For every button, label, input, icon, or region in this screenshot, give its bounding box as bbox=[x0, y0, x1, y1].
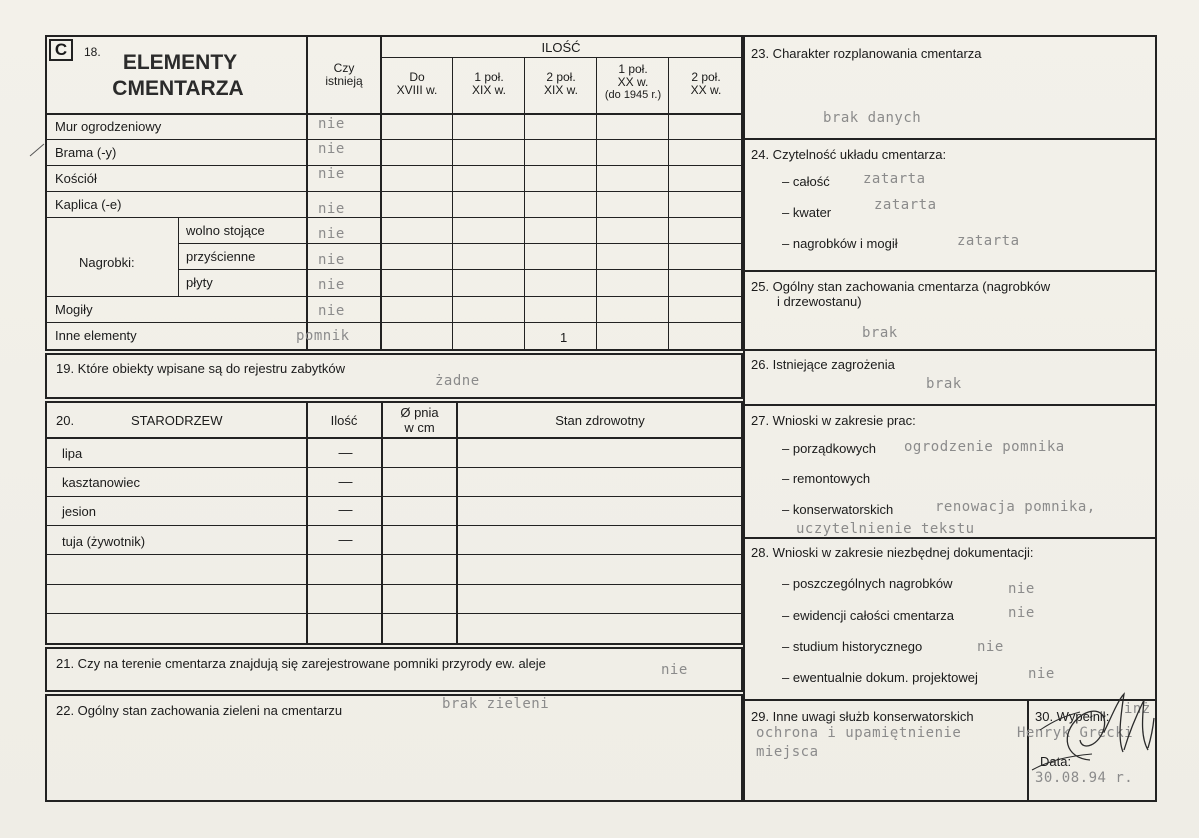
section-28-item-nagrobkow: – poszczególnych nagrobków bbox=[782, 576, 953, 591]
section-28-answer-nagrobkow: nie bbox=[1008, 581, 1035, 597]
section-30-title: inż bbox=[1124, 701, 1151, 717]
section-27-item-remontowych: – remontowych bbox=[782, 471, 871, 486]
section-28-item-projektowej: – ewentualnie dokum. projektowej bbox=[782, 670, 978, 685]
col-exists-header bbox=[308, 62, 380, 88]
section-18-title-line1: ELEMENTY bbox=[122, 51, 238, 74]
section-26-answer: brak bbox=[926, 376, 962, 392]
row-label-kaplica: Kaplica (-e) bbox=[55, 197, 122, 212]
col-exists-label: Czy istnieją bbox=[325, 61, 363, 88]
pencil-mark bbox=[28, 140, 48, 160]
row-label-mogily: Mogiły bbox=[55, 302, 93, 317]
answer-kaplica: nie bbox=[318, 201, 345, 217]
section-28-answer-ewidencji: nie bbox=[1008, 605, 1035, 621]
row-label-mur: Mur ogrodzeniowy bbox=[55, 119, 162, 134]
section-21-label: 21. Czy na terenie cmentarza znajdują się zarejestrowane pomniki przyrody ew. aleje bbox=[56, 656, 546, 671]
row-label-brama: Brama (-y) bbox=[55, 145, 117, 160]
section-28-answer-studium: nie bbox=[977, 639, 1004, 655]
section-27-answer-konserwatorskich: renowacja pomnika, bbox=[935, 499, 1096, 515]
row-label-nagrobki: Nagrobki: bbox=[79, 255, 135, 270]
section-25-label-l1: 25. Ogólny stan zachowania cmentarza (nagrobków bbox=[751, 279, 1051, 294]
handwritten-signature bbox=[1020, 690, 1155, 790]
section-30-date-label: Data: bbox=[1040, 754, 1072, 769]
col-diam-header: Ø pnia w cm bbox=[400, 405, 439, 435]
tree-kasztanowiec-ilosc: — bbox=[338, 473, 353, 489]
answer-inne: pomnik bbox=[296, 328, 350, 344]
col-header-1-xx: 1 poł. XX w. (do 1945 r.) bbox=[604, 62, 662, 101]
section-24-answer-calosc: zatarta bbox=[863, 171, 926, 187]
section-18-number: 18. bbox=[84, 45, 101, 59]
section-28-item-ewidencji: – ewidencji całości cmentarza bbox=[782, 608, 954, 623]
section-27-label: 27. Wnioski w zakresie prac: bbox=[751, 413, 916, 428]
answer-inne-count: 1 bbox=[560, 330, 568, 345]
answer-brama: nie bbox=[318, 141, 345, 157]
section-25-label-l2: i drzewostanu) bbox=[777, 294, 862, 309]
section-22-label: 22. Ogólny stan zachowania zieleni na cmentarzu bbox=[56, 703, 343, 718]
col-header-2-xix: 2 poł. XIX w. bbox=[543, 70, 578, 97]
row-label-wolno-stojace: wolno stojące bbox=[186, 223, 265, 238]
section-29-answer-l1: ochrona i upamiętnienie bbox=[756, 725, 962, 741]
answer-kosciol: nie bbox=[318, 166, 345, 182]
tree-lipa: lipa bbox=[62, 446, 83, 461]
section-27-item-konserwatorskich: – konserwatorskich bbox=[782, 502, 894, 517]
section-24-item-calosc: – całość bbox=[782, 174, 830, 189]
section-29-answer-l2: miejsca bbox=[756, 744, 819, 760]
section-24-item-kwater: – kwater bbox=[782, 205, 832, 220]
section-27-item-porzadkowych: – porządkowych bbox=[782, 441, 876, 456]
section-27-answer-cont: uczytelnienie tekstu bbox=[796, 521, 975, 537]
row-label-przyscienne: przyścienne bbox=[186, 249, 256, 264]
section-23-label: 23. Charakter rozplanowania cmentarza bbox=[751, 46, 982, 61]
tree-jesion-ilosc: — bbox=[338, 501, 353, 517]
section-24-answer-kwater: zatarta bbox=[874, 197, 937, 213]
col-header-xviii: Do XVIII w. bbox=[396, 70, 438, 97]
col-header-1-xix: 1 poł. XIX w. bbox=[471, 70, 506, 97]
section-30-date: 30.08.94 r. bbox=[1035, 770, 1134, 786]
section-28-label: 28. Wnioski w zakresie niezbędnej dokumentacji: bbox=[751, 545, 1034, 560]
section-24-answer-nagrobkow: zatarta bbox=[957, 233, 1020, 249]
section-28-answer-projektowej: nie bbox=[1028, 666, 1055, 682]
section-30-name: Henryk Grecki bbox=[1017, 725, 1134, 741]
col-header-2-xx: 2 poł. XX w. bbox=[690, 70, 722, 97]
section-28-item-studium: – studium historycznego bbox=[782, 639, 923, 654]
answer-mur: nie bbox=[318, 116, 345, 132]
answer-mogily: nie bbox=[318, 303, 345, 319]
tree-kasztanowiec: kasztanowiec bbox=[62, 475, 141, 490]
section-20-number: 20. bbox=[56, 413, 75, 428]
ilosc-header: ILOŚĆ bbox=[541, 40, 581, 55]
section-22-answer: brak zieleni bbox=[442, 696, 550, 712]
section-23-answer: brak danych bbox=[823, 110, 922, 126]
col-ilosc-header: Ilość bbox=[330, 413, 358, 428]
section-29-label: 29. Inne uwagi służb konserwatorskich bbox=[751, 709, 974, 724]
section-26-label: 26. Istniejące zagrożenia bbox=[751, 357, 895, 372]
section-25-answer: brak bbox=[862, 325, 898, 341]
section-30-label: 30. Wypełnił: bbox=[1035, 709, 1110, 724]
section-20-title: STARODRZEW bbox=[131, 413, 223, 428]
answer-wolno-stojace: nie bbox=[318, 226, 345, 242]
row-label-inne: Inne elementy bbox=[55, 328, 137, 343]
tree-tuja: tuja (żywotnik) bbox=[62, 534, 146, 549]
answer-plyty: nie bbox=[318, 277, 345, 293]
section-21-answer: nie bbox=[661, 662, 688, 678]
tree-tuja-ilosc: — bbox=[338, 531, 353, 547]
tree-lipa-ilosc: — bbox=[338, 444, 353, 460]
section-18-title-line2: CMENTARZA bbox=[112, 77, 244, 100]
section-19-answer: żadne bbox=[435, 373, 480, 389]
col-health-header: Stan zdrowotny bbox=[555, 413, 645, 428]
section-27-answer-porzadkowych: ogrodzenie pomnika bbox=[904, 439, 1065, 455]
row-label-plyty: płyty bbox=[186, 275, 213, 290]
section-24-label: 24. Czytelność układu cmentarza: bbox=[751, 147, 947, 162]
section-letter: C bbox=[49, 39, 73, 61]
tree-jesion: jesion bbox=[62, 504, 96, 519]
section-24-item-nagrobkow: – nagrobków i mogił bbox=[782, 236, 898, 251]
answer-przyscienne: nie bbox=[318, 252, 345, 268]
row-label-kosciol: Kościół bbox=[55, 171, 97, 186]
section-19-label: 19. Które obiekty wpisane są do rejestru zabytków bbox=[56, 361, 346, 376]
